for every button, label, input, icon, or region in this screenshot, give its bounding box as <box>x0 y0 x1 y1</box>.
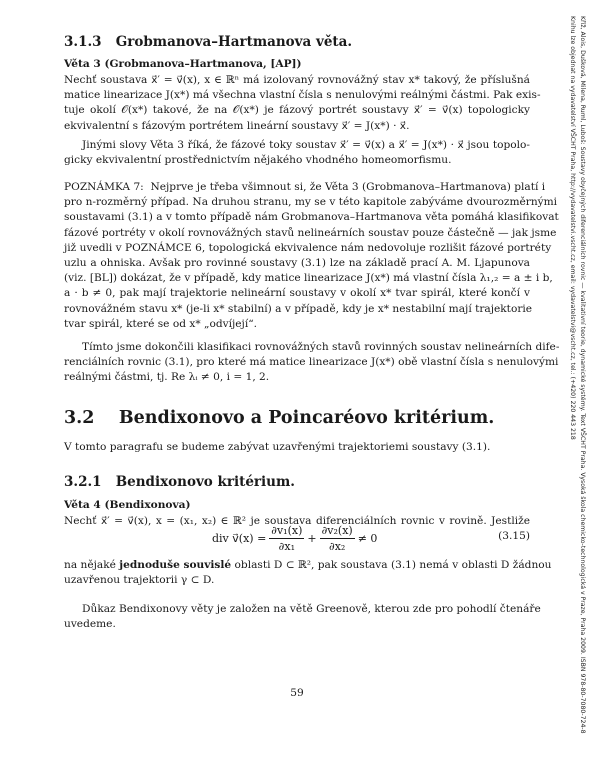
text-line: a · b ≠ 0, pak mají trajektorie nelineární soustavy v okolí x* tvar spirál, které končí v <box>64 287 530 300</box>
text-line: matice linearizace J(x*) má všechna vlastní čísla s nenulovými reálnými částmi. Pak exis- <box>64 89 541 102</box>
subsection-heading-3-2-1 <box>64 474 295 490</box>
citation-line: Knihu lze objednat na vydavatelství VŠCHT Praha, http://vydavatelstvi.vscht.cz, email: vydavatelstvi@vscht.cz, tel.: (+420) 220 443 218 <box>569 16 576 440</box>
text-line: soustavami (3.1) a v tomto případě nám Grobmanova–Hartmanova věta pomáhá klasifikovat <box>64 211 559 224</box>
fraction-2 <box>320 524 355 553</box>
theorem-3-body <box>64 73 541 134</box>
section-number: 3.2 <box>64 408 95 428</box>
paragraph-intro <box>64 440 530 455</box>
text-line: ekvivalentní s fázovým portrétem lineární soustavy x⃗′ = J(x*) · x⃗. <box>64 119 410 132</box>
paragraph-in-other-words <box>64 138 530 168</box>
citation-text <box>567 16 587 751</box>
text-line: uvedeme. <box>64 618 116 631</box>
fraction-numerator: ∂v₁(x) <box>271 523 303 537</box>
text-line: reálnými částmi, tj. Re λᵢ ≠ 0, i = 1, 2. <box>64 371 270 384</box>
section-title: Grobmanova–Hartmanova věta. <box>115 34 353 50</box>
section-title: Bendixonovo a Poincaréovo kritérium. <box>118 408 495 428</box>
text-line: V tomto paragrafu se budeme zabývat uzavřenými trajektoriemi soustavy (3.1). <box>64 441 491 453</box>
emphasis-simply-connected: jednoduše souvislé <box>119 559 232 571</box>
equation-lhs: div v⃗(x) = <box>212 531 267 545</box>
text-line: rovnovážném stavu x* (je-li x* stabilní) a v případě, kdy je x* nestabilní mají trajektorie <box>64 302 533 315</box>
text-line: Jinými slovy Věta 3 říká, že fázové toky soustav x⃗′ = v⃗(x) a x⃗′ = J(x*) · x⃗ jsou topolo- <box>82 139 530 151</box>
citation-line: Kříž, Alois, Dušková, Milena, Ruml, Luboš: Soustavy obyčejných diferenciálních rovnic — kvalitativní teorie, dynamické systémy. Text VŠCHT Praha. Vysoká škola chemicko-technologická v Praze, Praha 2009. ISBN 978-80-7080-724-8 <box>579 16 586 734</box>
paragraph-classification-complete <box>64 340 560 386</box>
citation-sidebar <box>557 16 587 751</box>
section-heading-3-2 <box>64 408 494 428</box>
theorem-3-heading: Věta 3 (Grobmanova–Hartmanova, [AP]) <box>64 58 302 70</box>
text-line: pro n-rozměrný případ. Na druhou stranu, my se v této kapitole zabýváme dvourozměrnými <box>64 196 558 209</box>
fraction-1 <box>269 524 304 553</box>
text-line: POZNÁMKA 7: Nejprve je třeba všimnout si, že Věta 3 (Grobmanova–Hartmanova) platí i <box>64 181 546 193</box>
text-line: Nechť soustava x⃗′ = v⃗(x), x ∈ ℝⁿ má izolovaný rovnovážný stav x* takový, že příslušná <box>64 74 530 86</box>
fraction-denominator: ∂x₁ <box>278 539 295 553</box>
text-line: Tímto jsme dokončili klasifikaci rovnovážných stavů rovinných soustav nelineárních dife- <box>82 341 560 353</box>
document-page <box>64 0 560 776</box>
section-number: 3.2.1 <box>64 474 102 490</box>
equation-number: (3.15) <box>498 530 530 542</box>
text-line: renciálních rovnic (3.1), pro které má matice linearizace J(x*) obě vlastní čísla s nenulovými <box>64 356 559 369</box>
text-line: Důkaz Bendixonovy věty je založen na větě Greenově, kterou zde pro pohodlí čtenáře <box>82 603 541 615</box>
text-suffix: oblasti D ⊂ ℝ², pak soustava (3.1) nemá v oblasti D žádnou <box>231 559 552 571</box>
theorem-4-heading: Věta 4 (Bendixonova) <box>64 499 191 511</box>
section-title: Bendixonovo kritérium. <box>115 474 295 490</box>
text-line: tvar spirál, které se od x* „odvíjejí“. <box>64 317 258 330</box>
fraction-denominator: ∂x₂ <box>329 539 346 553</box>
equation-3-15 <box>64 520 530 556</box>
text-line: uzlu a ohniska. Avšak pro rovinné soustavy (3.1) lze na základě prací A. M. Ljapunova <box>64 257 530 270</box>
subsection-heading-3-1-3 <box>64 34 352 50</box>
text-line: uzavřenou trajektorii γ ⊂ D. <box>64 574 215 587</box>
theorem-4-conclusion <box>64 558 552 588</box>
fraction-numerator: ∂v₂(x) <box>321 523 353 537</box>
remark-7 <box>64 180 559 332</box>
plus-sign: + <box>307 531 317 545</box>
text-line: Nechť x⃗′ = v⃗(x), x = (x₁, x₂) ∈ ℝ² je soustava diferenciálních rovnic v rovině. Jestliže <box>64 515 530 527</box>
text-prefix: na nějaké <box>64 559 120 571</box>
text-line: již uvedli v POZNÁMCE 6, topologická ekvivalence nám nedovoluje rozlišit fázové portréty <box>64 241 552 254</box>
equation-rhs: ≠ 0 <box>357 531 378 545</box>
paragraph-proof <box>64 602 541 632</box>
text-line: tuje okolí 𝒪(x*) takové, že na 𝒪(x*) je fázový portrét soustavy x⃗′ = v⃗(x) topologicky <box>64 104 530 117</box>
section-number: 3.1.3 <box>64 34 102 50</box>
text-line: (viz. [BL]) dokázat, že v případě, kdy matice linearizace J(x*) má vlastní čísla λ₁,₂ = a ± i b, <box>64 272 553 285</box>
text-line: fázové portréty v okolí rovnovážných stavů nelineárních soustav pouze částečně — jak jsme <box>64 226 557 239</box>
page-number: 59 <box>290 687 304 699</box>
text-line: gicky ekvivalentní prostřednictvím nějakého vhodného homeomorfismu. <box>64 154 452 167</box>
equation-body <box>212 520 377 556</box>
